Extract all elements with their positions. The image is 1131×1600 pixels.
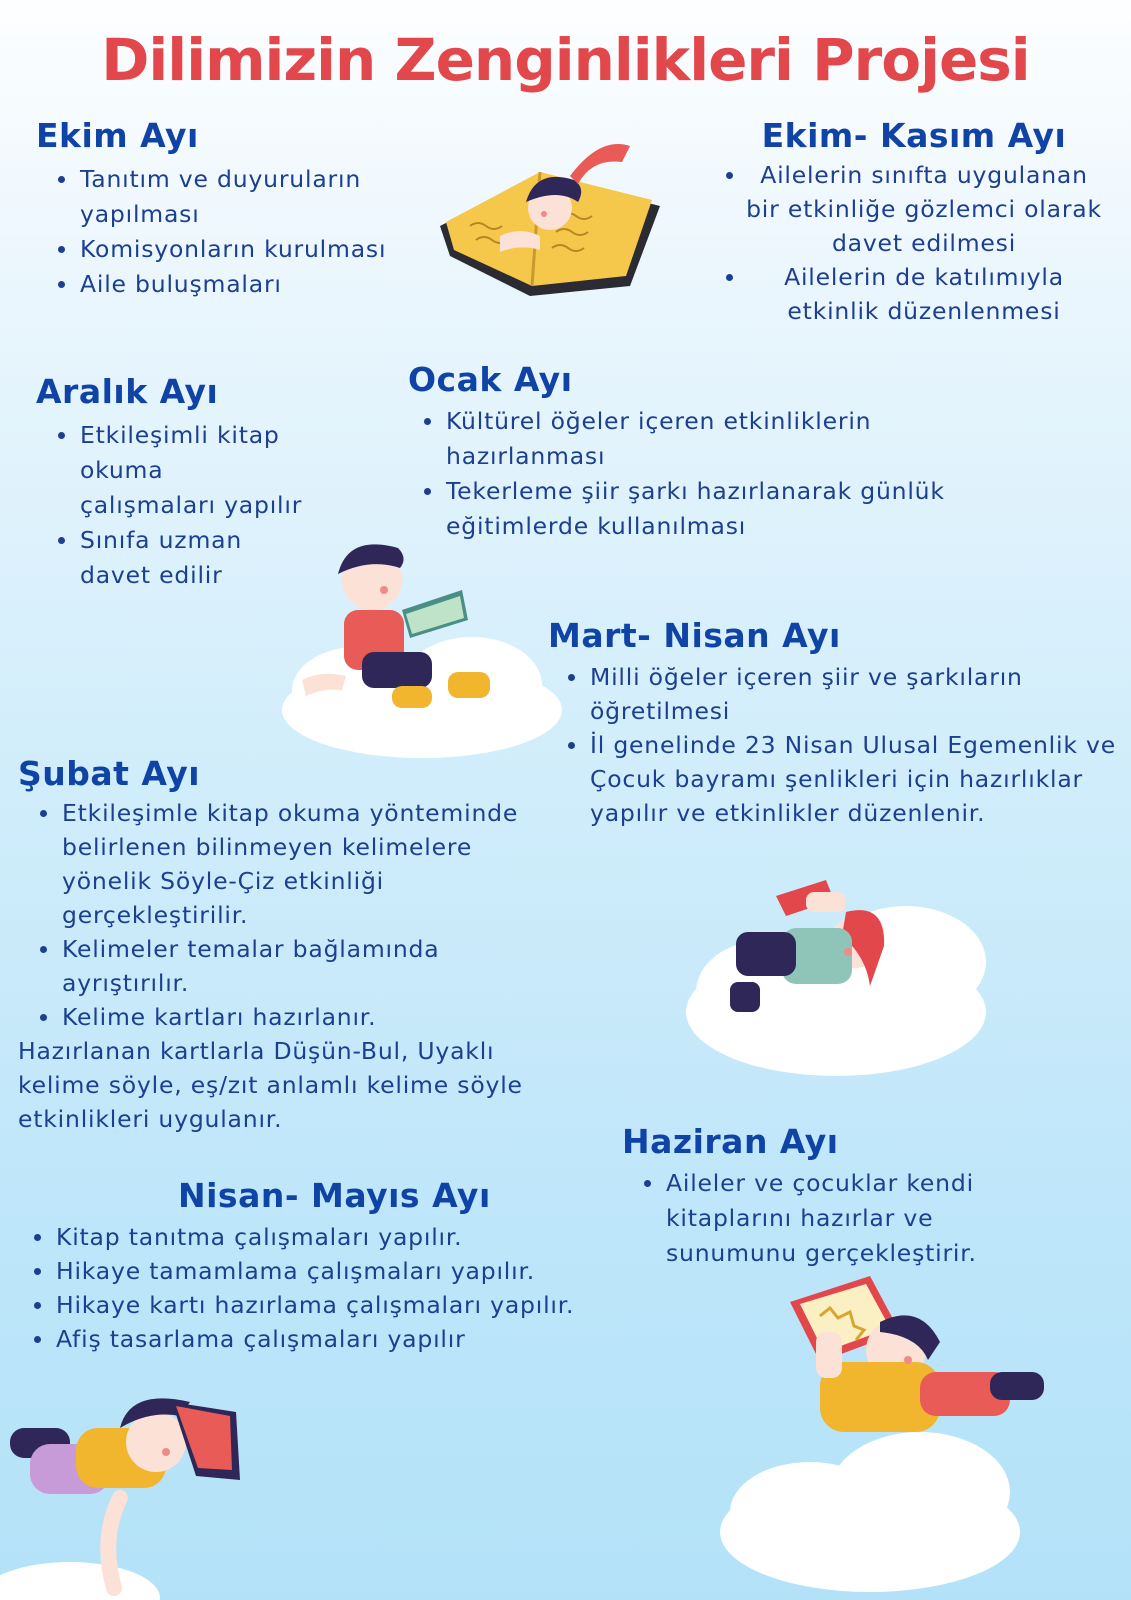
- heading-aralik: Aralık Ayı: [36, 372, 219, 411]
- list-item: Etkileşimle kitap okuma yönteminde belirlenen bilinmeyen kelimelere yönelik Söyle-Çiz etkinliği gerçekleştirilir.: [18, 796, 548, 932]
- list-item: Komisyonların kurulması: [36, 232, 456, 267]
- subat-paragraph: Hazırlanan kartlarla Düşün-Bul, Uyaklı kelime söyle, eş/zıt anlamlı kelime söyle etkinlikleri uygulanır.: [18, 1037, 523, 1133]
- list-item: Sınıfa uzman davet edilir: [36, 523, 276, 593]
- list-item: Ailelerin de katılımıyla etkinlik düzenlenmesi: [704, 260, 1104, 328]
- section-ocak: [408, 360, 1048, 544]
- heading-ekim: Ekim Ayı: [36, 116, 199, 155]
- list-item: Tanıtım ve duyuruların yapılması: [36, 162, 416, 232]
- boy-reading-on-cloud-illustration: [272, 540, 562, 760]
- girl-flying-with-book-illustration: [0, 1388, 260, 1600]
- section-nisan-mayis: [12, 1176, 652, 1356]
- list-item: Kültürel öğeler içeren etkinliklerin hazırlanması: [402, 404, 962, 474]
- girl-reading-on-cloud-illustration: [676, 872, 996, 1092]
- list-item: Hikaye kartı hazırlama çalışmaları yapılır.: [12, 1288, 652, 1322]
- heading-ekim-kasim: Ekim- Kasım Ayı: [761, 116, 1067, 155]
- section-subat: [18, 754, 558, 1136]
- heading-ocak: Ocak Ayı: [408, 360, 573, 399]
- list-item: Ailelerin sınıfta uygulanan bir etkinliğe gözlemci olarak davet edilmesi: [704, 158, 1104, 260]
- page-title: Dilimizin Zenginlikleri Projesi: [101, 26, 1030, 94]
- section-ekim: [36, 116, 456, 302]
- kid-on-book-illustration: [430, 136, 670, 306]
- heading-haziran: Haziran Ayı: [622, 1122, 839, 1161]
- list-item: Afiş tasarlama çalışmaları yapılır: [12, 1322, 652, 1356]
- heading-subat: Şubat Ayı: [18, 754, 201, 793]
- heading-mart-nisan: Mart- Nisan Ayı: [548, 616, 841, 655]
- list-item: Aileler ve çocuklar kendi kitaplarını hazırlar ve sunumunu gerçekleştirir.: [622, 1166, 1042, 1271]
- list-item: Kelimeler temalar bağlamında ayrıştırılır.: [18, 932, 498, 1000]
- list-item: Hikaye tamamlama çalışmaları yapılır.: [12, 1254, 652, 1288]
- section-ekim-kasim: [704, 116, 1104, 328]
- list-item: Aile buluşmaları: [36, 267, 456, 302]
- heading-nisan-mayis: Nisan- Mayıs Ayı: [178, 1176, 491, 1215]
- list-item: Kelime kartları hazırlanır.: [18, 1000, 548, 1034]
- list-item: Tekerleme şiir şarkı hazırlanarak günlük eğitimlerde kullanılması: [402, 474, 1048, 544]
- boy-flying-with-book-illustration: [720, 1262, 1100, 1592]
- list-item: İl genelinde 23 Nisan Ulusal Egemenlik ve Çocuk bayramı şenlikleri için hazırlıklar yapılır ve etkinlikler düzenlenir.: [546, 728, 1128, 830]
- list-item: Etkileşimli kitap okuma çalışmaları yapılır: [36, 418, 306, 523]
- list-item: Milli öğeler içeren şiir ve şarkıların öğretilmesi: [546, 660, 1086, 728]
- list-item: Kitap tanıtma çalışmaları yapılır.: [12, 1220, 652, 1254]
- section-haziran: [622, 1122, 1062, 1271]
- section-mart-nisan: [548, 616, 1128, 830]
